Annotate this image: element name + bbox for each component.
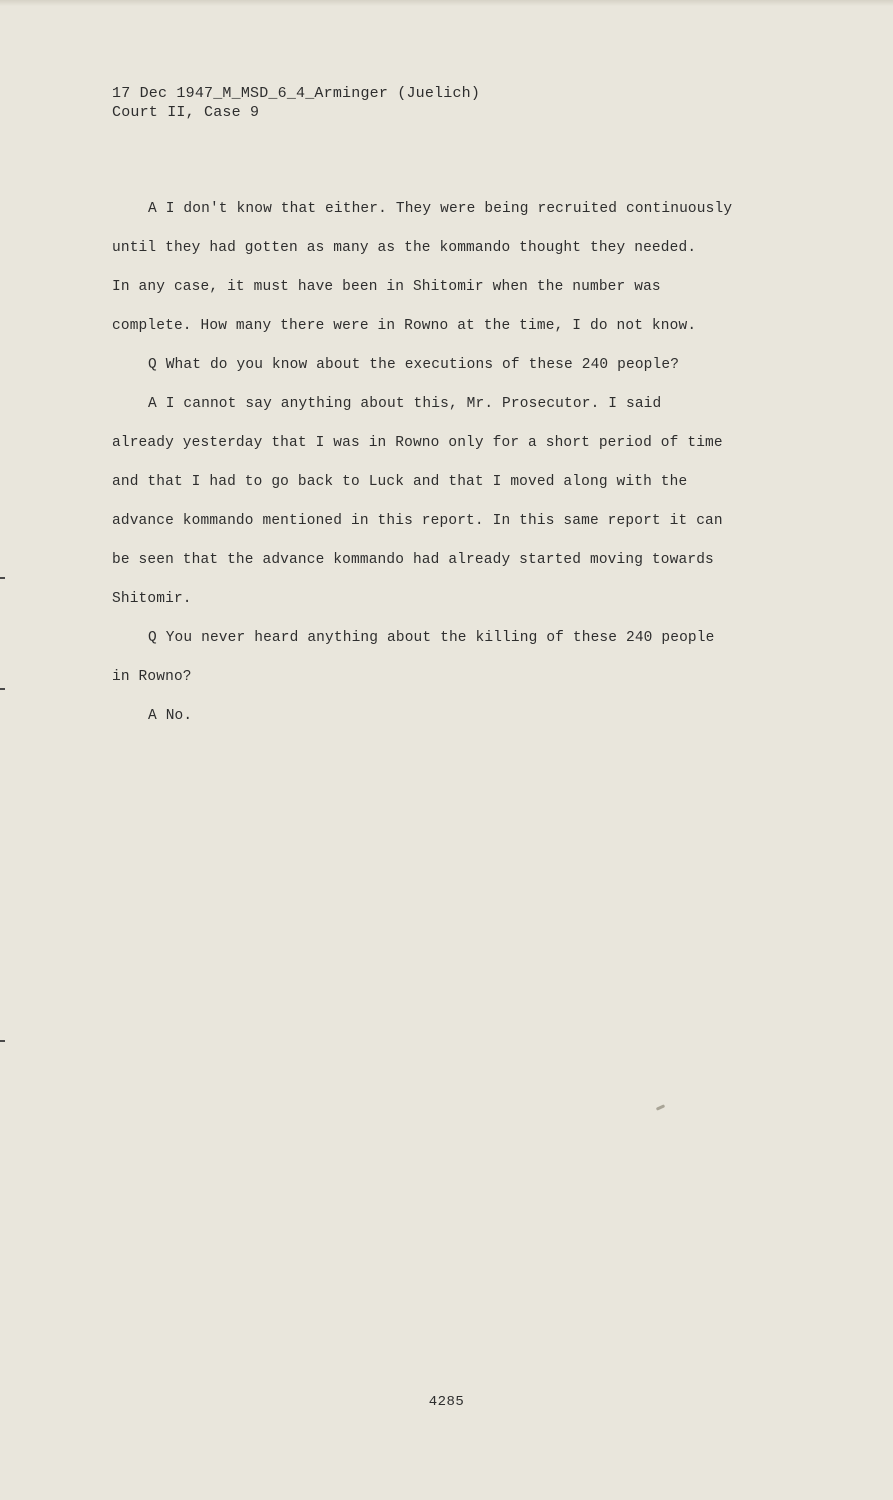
edge-mark bbox=[0, 577, 5, 579]
transcript-line: and that I had to go back to Luck and that I moved along with the bbox=[112, 474, 688, 490]
edge-mark bbox=[0, 688, 5, 690]
header-date-line: 17 Dec 1947_M_MSD_6_4_Arminger (Juelich) bbox=[112, 85, 481, 102]
transcript-line: already yesterday that I was in Rowno only for a short period of time bbox=[112, 435, 723, 451]
page-number: 4285 bbox=[428, 1394, 465, 1410]
transcript-line: A I cannot say anything about this, Mr. Prosecutor. I said bbox=[148, 396, 662, 412]
transcript-line: until they had gotten as many as the kommando thought they needed. bbox=[112, 240, 697, 256]
transcript-line: Q What do you know about the executions of these 240 people? bbox=[148, 357, 680, 373]
transcript-line: be seen that the advance kommando had already started moving towards bbox=[112, 552, 714, 568]
document-header bbox=[112, 84, 480, 122]
transcript-line: A No. bbox=[148, 708, 193, 724]
transcript-body bbox=[112, 198, 812, 744]
transcript-line: complete. How many there were in Rowno at the time, I do not know. bbox=[112, 318, 697, 334]
transcript-line: Q You never heard anything about the killing of these 240 people bbox=[148, 630, 715, 646]
paper-speck bbox=[656, 1104, 665, 1111]
page-top-shadow bbox=[0, 0, 893, 6]
transcript-line: advance kommando mentioned in this report. In this same report it can bbox=[112, 513, 723, 529]
edge-mark bbox=[0, 1040, 5, 1042]
header-court-line: Court II, Case 9 bbox=[112, 104, 260, 121]
transcript-line: In any case, it must have been in Shitomir when the number was bbox=[112, 279, 661, 295]
transcript-line: Shitomir. bbox=[112, 591, 192, 607]
transcript-line: in Rowno? bbox=[112, 669, 192, 685]
transcript-line: A I don't know that either. They were being recruited continuously bbox=[148, 201, 733, 217]
